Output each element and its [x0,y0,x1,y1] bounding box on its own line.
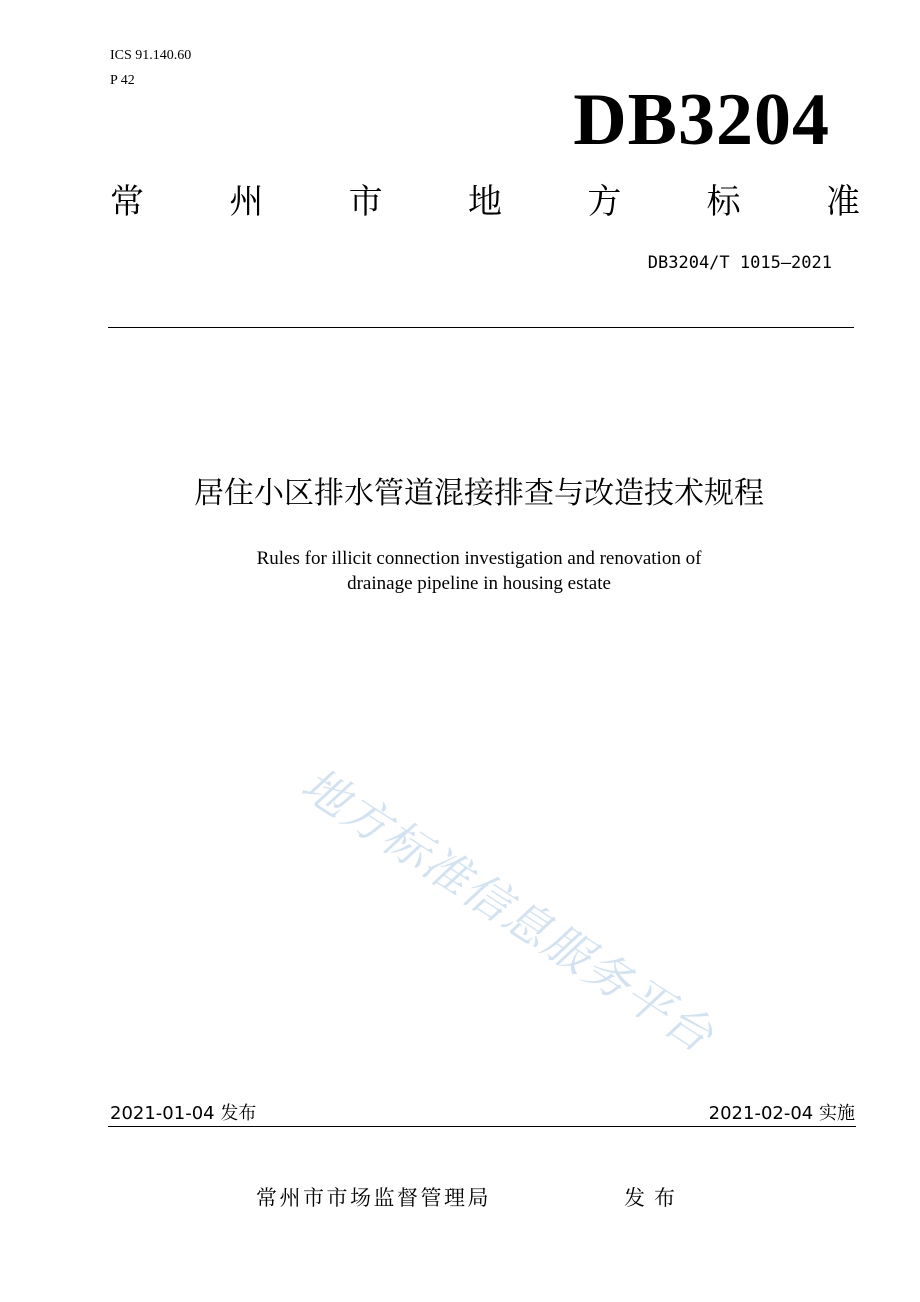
standard-kind-char: 准 [825,182,860,222]
standard-kind-char: 市 [348,182,383,222]
standard-kind [110,180,860,224]
title-english-line: Rules for illicit connection investigation and renovation of [256,548,702,569]
standard-kind-char: 地 [467,182,502,222]
classification-code: P 42 [110,73,135,88]
watermark: 地方标准信息服务平台 [292,756,724,1064]
implementation-date: 2021-02-04 实施 [708,1103,855,1124]
title-chinese: 居住小区排水管道混接排查与改造技术规程 [194,476,764,511]
issue-date: 2021-01-04 发布 [110,1103,257,1124]
header-divider [108,327,854,328]
publisher: 常州市市场监督管理局 [256,1186,491,1210]
standard-kind-char: 标 [706,182,741,222]
standard-code: DB3204 [573,79,830,161]
publish-verb: 发布 [624,1186,684,1210]
title-english [0,546,920,596]
title-english-line: drainage pipeline in housing estate [347,573,611,594]
footer-divider [108,1126,856,1127]
ics-code: ICS 91.140.60 [110,48,192,63]
standard-kind-char: 州 [229,182,264,222]
standard-kind-char: 方 [587,182,622,222]
standard-number: DB3204/T 1015—2021 [647,253,832,273]
standard-kind-char: 常 [110,182,144,222]
